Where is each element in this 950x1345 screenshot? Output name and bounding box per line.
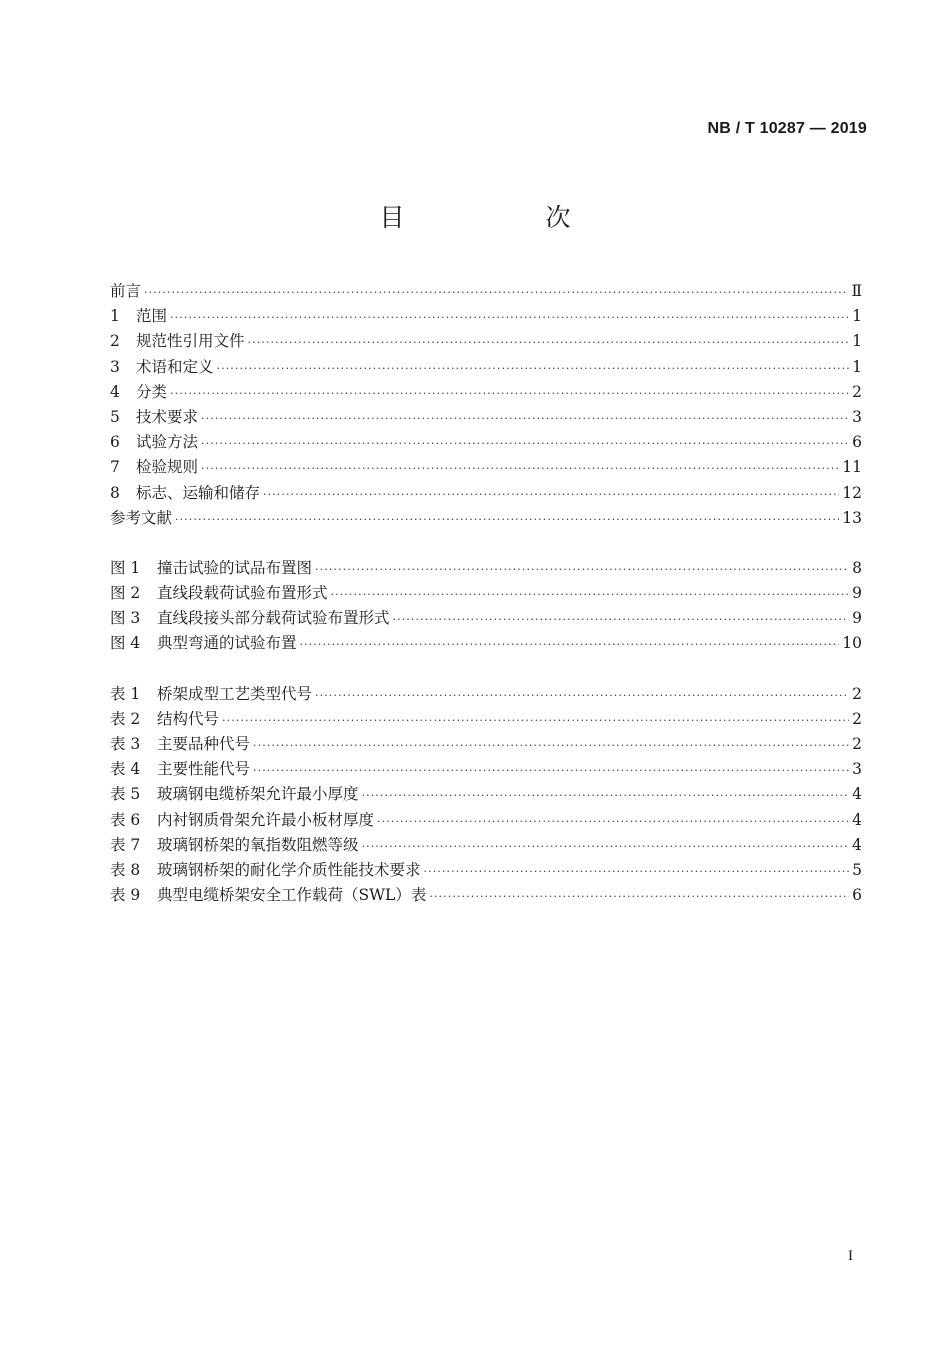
toc-entry-label: 检验规则 <box>136 458 199 477</box>
toc-entry[interactable] <box>110 606 862 631</box>
toc-entry-page: 4 <box>852 835 862 854</box>
toc-chapters <box>110 279 862 531</box>
toc-entry-page: 10 <box>842 634 862 653</box>
toc-entry[interactable] <box>110 430 862 455</box>
toc-entry-label: 前言 <box>110 282 142 300</box>
toc-entry-label: 玻璃钢桥架的氧指数阻燃等级 <box>157 835 359 854</box>
toc-dot-leader <box>222 708 849 733</box>
toc-entry[interactable] <box>110 380 862 405</box>
toc-entry-number: 1 <box>110 307 120 326</box>
toc-dot-leader <box>362 783 849 808</box>
toc-dot-leader <box>170 381 849 406</box>
toc-entry-number: 表 8 <box>110 860 141 879</box>
toc-entry-page: 1 <box>852 307 862 326</box>
toc-dot-leader <box>315 683 849 708</box>
toc-entry-label: 参考文献 <box>110 508 173 527</box>
toc-entry-label: 直线段载荷试验布置形式 <box>157 584 328 603</box>
toc-dot-leader <box>253 758 849 783</box>
toc-entry-page: 2 <box>852 709 862 728</box>
toc-dot-leader <box>170 305 849 330</box>
toc-dot-leader <box>315 557 849 582</box>
toc-entry[interactable] <box>110 707 862 732</box>
toc-entry-page: 4 <box>852 785 862 804</box>
toc-entry-number: 表 3 <box>110 735 141 753</box>
toc-dot-leader <box>144 280 848 305</box>
toc-dot-leader <box>201 406 849 431</box>
toc-entry-number: 图 2 <box>110 584 141 603</box>
toc-entry[interactable] <box>110 883 862 908</box>
toc-entry-number: 图 3 <box>110 609 141 628</box>
toc-entry-number: 表 4 <box>110 760 141 779</box>
toc-entry-number: 图 1 <box>110 558 141 577</box>
toc-entry-number: 表 6 <box>110 810 141 829</box>
toc-entry-number: 表 2 <box>110 709 141 728</box>
toc-entry-page: 2 <box>852 735 862 753</box>
toc-entry-page: 5 <box>852 860 862 879</box>
toc-entry-label: 玻璃钢桥架的耐化学介质性能技术要求 <box>157 860 421 879</box>
table-of-contents <box>110 279 862 908</box>
toc-entry-label: 玻璃钢电缆桥架允许最小厚度 <box>157 785 359 804</box>
toc-dot-leader <box>175 507 839 532</box>
toc-tables <box>110 682 862 909</box>
toc-title: 目 次 <box>379 203 629 232</box>
toc-entry-label: 分类 <box>136 382 168 401</box>
toc-entry-number: 5 <box>110 407 120 426</box>
toc-dot-leader <box>253 733 849 758</box>
toc-figures <box>110 556 862 657</box>
toc-entry-label: 规范性引用文件 <box>136 332 245 351</box>
toc-entry-page: 1 <box>852 357 862 376</box>
toc-dot-leader <box>393 607 849 632</box>
page-number: I <box>848 1248 853 1264</box>
toc-entry-number: 表 5 <box>110 785 141 804</box>
toc-entry[interactable] <box>110 405 862 430</box>
toc-entry-number: 2 <box>110 332 120 351</box>
toc-entry-page: 6 <box>852 433 862 452</box>
toc-entry-page: 13 <box>842 508 862 527</box>
toc-entry[interactable] <box>110 355 862 380</box>
toc-entry-page: 6 <box>852 886 862 905</box>
toc-entry[interactable] <box>110 858 862 883</box>
toc-dot-leader <box>300 632 840 657</box>
toc-entry-page: 4 <box>852 810 862 829</box>
toc-entry-page: 11 <box>842 458 862 477</box>
toc-entry[interactable] <box>110 304 862 329</box>
toc-entry[interactable] <box>110 329 862 354</box>
toc-entry[interactable] <box>110 757 862 782</box>
toc-dot-leader <box>263 482 839 507</box>
toc-entry-number: 8 <box>110 483 120 502</box>
toc-entry-page: 3 <box>852 407 862 426</box>
toc-entry-label: 主要品种代号 <box>157 735 251 753</box>
toc-entry-label: 主要性能代号 <box>157 760 251 779</box>
toc-entry-label: 直线段接头部分载荷试验布置形式 <box>157 609 390 628</box>
toc-dot-leader <box>201 456 839 481</box>
toc-entry-number: 表 9 <box>110 886 141 905</box>
toc-entry-number: 7 <box>110 458 120 477</box>
toc-entry-page: 9 <box>852 584 862 603</box>
toc-entry-label: 术语和定义 <box>136 357 214 376</box>
toc-entry-label: 试验方法 <box>136 433 199 452</box>
toc-entry-label: 结构代号 <box>157 709 220 728</box>
toc-entry-label: 技术要求 <box>136 407 199 426</box>
toc-entry[interactable] <box>110 833 862 858</box>
toc-entry[interactable] <box>110 481 862 506</box>
toc-entry-page: 12 <box>842 483 862 502</box>
toc-entry-number: 表 7 <box>110 835 141 854</box>
toc-entry[interactable] <box>110 732 862 757</box>
toc-entry-page: 9 <box>852 609 862 628</box>
toc-dot-leader <box>217 356 849 381</box>
toc-entry[interactable] <box>110 279 862 304</box>
toc-entry-number: 表 1 <box>110 684 141 703</box>
toc-entry[interactable] <box>110 782 862 807</box>
toc-entry-number: 3 <box>110 357 120 376</box>
toc-dot-leader <box>377 809 849 834</box>
toc-entry-number: 6 <box>110 433 120 452</box>
toc-entry[interactable] <box>110 506 862 531</box>
toc-entry-label: 撞击试验的试品布置图 <box>157 558 313 577</box>
toc-entry-label: 典型电缆桥架安全工作载荷（SWL）表 <box>157 886 427 905</box>
toc-entry[interactable] <box>110 556 862 581</box>
toc-entry-label: 桥架成型工艺类型代号 <box>157 684 313 703</box>
standard-code: NB / T 10287 — 2019 <box>707 120 867 137</box>
toc-entry[interactable] <box>110 808 862 833</box>
toc-entry[interactable] <box>110 631 862 656</box>
toc-entry-page: 1 <box>852 332 862 351</box>
toc-dot-leader <box>201 431 849 456</box>
toc-entry-page: Ⅱ <box>851 282 862 300</box>
toc-dot-leader <box>362 834 849 859</box>
toc-dot-leader <box>331 582 849 607</box>
toc-entry-label: 范围 <box>136 307 168 326</box>
toc-entry-label: 内衬钢质骨架允许最小板材厚度 <box>157 810 375 829</box>
toc-entry[interactable] <box>110 682 862 707</box>
toc-dot-leader <box>248 330 849 355</box>
toc-entry-page: 8 <box>852 558 862 577</box>
toc-dot-leader <box>424 859 849 884</box>
toc-entry-label: 典型弯通的试验布置 <box>157 634 297 653</box>
toc-entry-label: 标志、运输和储存 <box>136 483 261 502</box>
toc-entry[interactable] <box>110 455 862 480</box>
toc-entry-page: 3 <box>852 760 862 779</box>
toc-entry[interactable] <box>110 581 862 606</box>
toc-dot-leader <box>429 884 849 909</box>
toc-entry-page: 2 <box>852 382 862 401</box>
toc-entry-page: 2 <box>852 684 862 703</box>
toc-entry-number: 4 <box>110 382 120 401</box>
toc-entry-number: 图 4 <box>110 634 141 653</box>
